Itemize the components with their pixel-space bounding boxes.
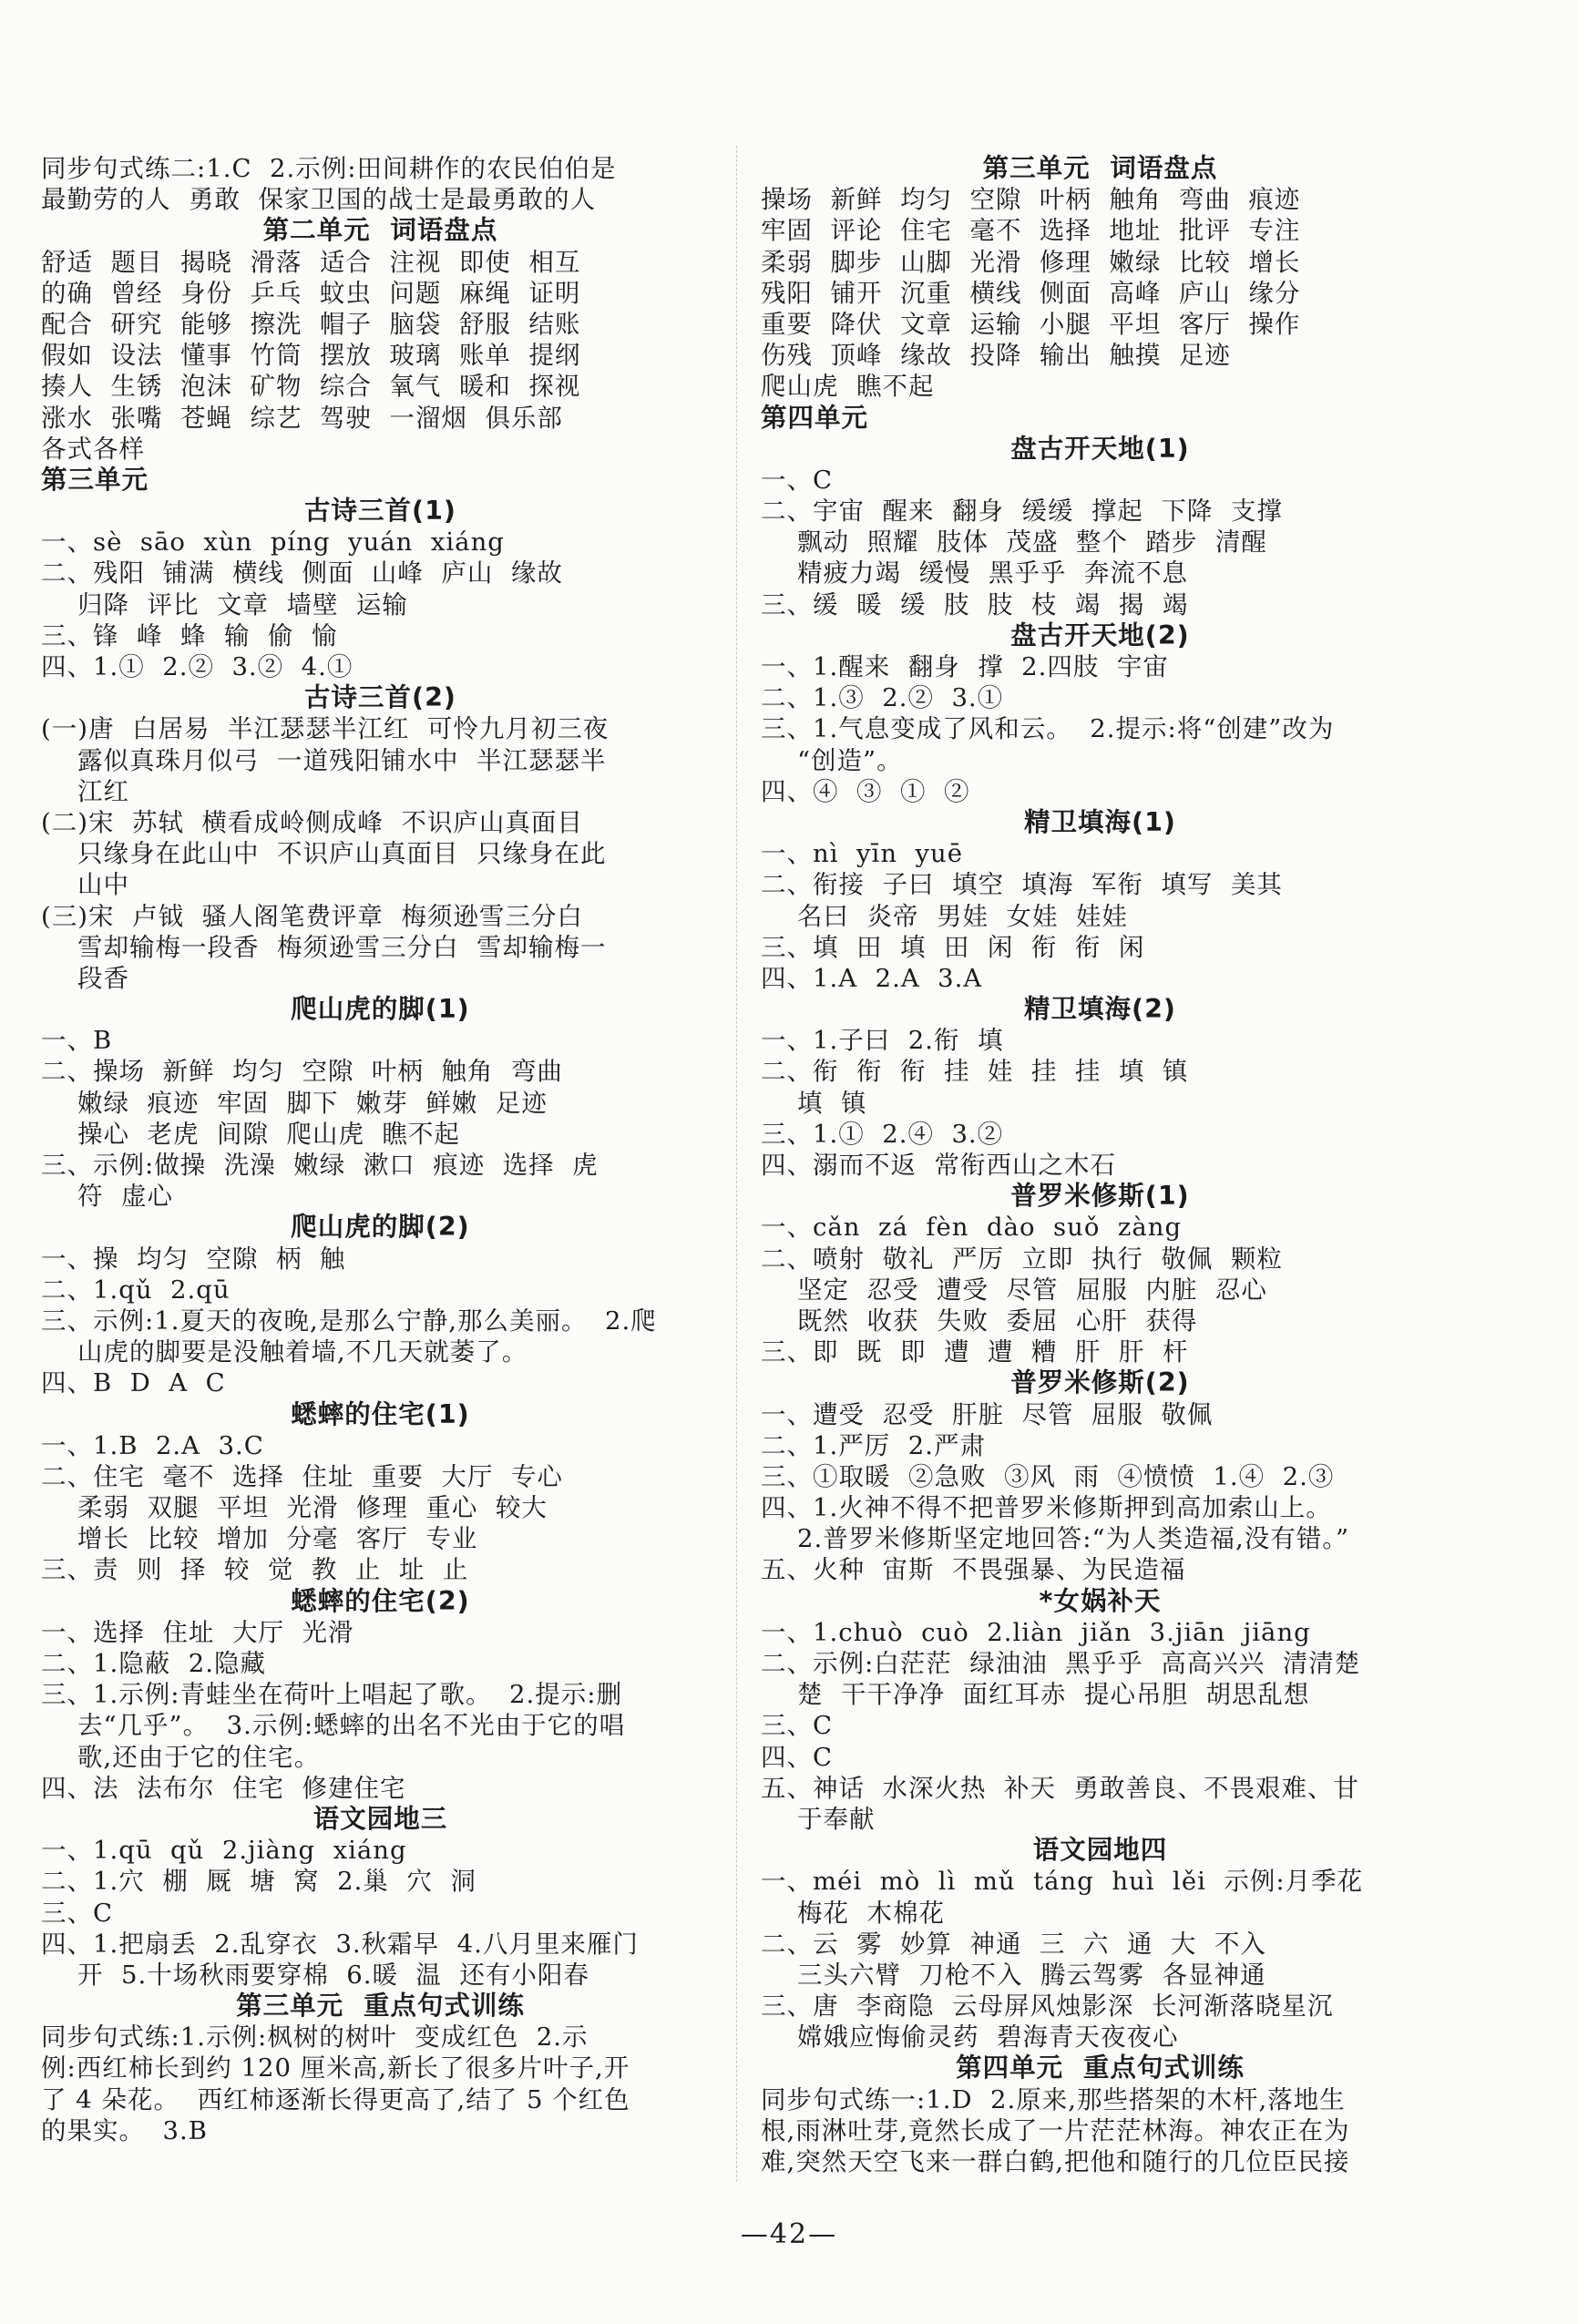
- answer-line: 五、神话 水深火热 补天 勇敢善良、不畏艰难、甘: [761, 1773, 1359, 1803]
- section-heading: 精卫填海(2): [1024, 994, 1176, 1025]
- section-heading: 爬山虎的脚(2): [291, 1212, 470, 1243]
- answer-line: 二、1.隐蔽 2.隐藏: [41, 1649, 266, 1678]
- answer-line: 梅花 木棉花: [797, 1898, 945, 1928]
- answer-line: 飘动 照耀 肢体 茂盛 整个 踏步 清醒: [797, 527, 1267, 558]
- answer-line: 于奉献: [797, 1804, 876, 1834]
- answer-line: 雪却输梅一段香 梅须逊雪三分白 雪却输梅一: [77, 932, 607, 962]
- answer-line: 二、1.严厉 2.严肃: [761, 1430, 986, 1460]
- answer-line: 一、B: [41, 1026, 113, 1056]
- answer-line: 二、宇宙 醒来 翻身 缓缓 撑起 下降 支撑: [761, 497, 1283, 527]
- answer-line: 归降 评比 文章 墙壁 运输: [77, 589, 408, 619]
- answer-line: 嫦娥应悔偷灵药 碧海青天夜夜心: [797, 2022, 1179, 2053]
- answer-line: 伤残 顶峰 缘故 投降 输出 触摸 足迹: [761, 341, 1231, 371]
- answer-line: 段香: [77, 963, 129, 993]
- section-heading: 蟋蟀的住宅(2): [291, 1585, 470, 1616]
- answer-line: 山虎的脚要是没触着墙,不几天就萎了。: [77, 1337, 528, 1367]
- answer-line: 歌,还由于它的住宅。: [77, 1742, 321, 1772]
- answer-line: 四、1.A 2.A 3.A: [761, 963, 983, 993]
- answer-line: 一、1.chuò cuò 2.liàn jiǎn 3.jiān jiāng: [761, 1617, 1311, 1647]
- answer-line: 牢固 评论 住宅 毫不 选择 地址 批评 专注: [761, 216, 1301, 246]
- answer-line: 重要 降伏 文章 运输 小腿 平坦 客厅 操作: [761, 309, 1301, 339]
- answer-line: 三、1.① 2.④ 3.②: [761, 1119, 1004, 1149]
- page-number: —42—: [740, 2218, 838, 2250]
- section-heading: 第二单元 词语盘点: [262, 215, 498, 246]
- answer-line: 柔弱 脚步 山脚 光滑 修理 嫩绿 比较 增长: [761, 247, 1301, 277]
- answer-line: 一、遭受 忍受 肝脏 尽管 屈服 敬佩: [761, 1399, 1214, 1429]
- answer-line: 爬山虎 瞧不起: [761, 372, 935, 402]
- answer-line: 三、C: [41, 1898, 114, 1928]
- answer-line: 露似真珠月似弓 一道残阳铺水中 半江瑟瑟半: [77, 745, 607, 775]
- section-heading: 第三单元 重点句式训练: [236, 1991, 525, 2022]
- answer-line: 二、衔 衔 衔 挂 娃 挂 挂 填 镇: [761, 1057, 1189, 1087]
- answer-line: 揍人 生锈 泡沫 矿物 综合 氧气 暖和 探视: [41, 372, 581, 402]
- section-heading: 精卫填海(1): [1024, 806, 1176, 837]
- answer-line: 三、责 则 择 较 觉 教 止 址 止: [41, 1555, 469, 1585]
- answer-line: 三、填 田 填 田 闲 衔 衔 闲: [761, 932, 1145, 962]
- answer-line: 四、法 法布尔 住宅 修建住宅: [41, 1773, 406, 1803]
- answer-line: 四、溺而不返 常衔西山之木石: [761, 1151, 1116, 1180]
- answer-line: 最勤劳的人 勇敢 保家卫国的战士是最勇敢的人: [41, 185, 596, 215]
- answer-line: 三、唐 李商隐 云母屏风烛影深 长河渐落晓星沉: [761, 1991, 1334, 2022]
- section-heading: 语文园地三: [313, 1803, 448, 1834]
- answer-line: 三、①取暖 ②急败 ③风 雨 ④愤愤 1.④ 2.③: [761, 1461, 1335, 1491]
- answer-line: 同步句式练二:1.C 2.示例:田间耕作的农民伯伯是: [41, 154, 617, 183]
- answer-line: 坚定 忍受 遭受 尽管 屈服 内脏 忍心: [797, 1275, 1267, 1305]
- answer-line: 符 虚心: [77, 1182, 173, 1212]
- section-heading: 第三单元 词语盘点: [982, 153, 1218, 183]
- answer-line: 一、C: [761, 465, 834, 495]
- answer-line: 二、喷射 敬礼 严厉 立即 执行 敬佩 颗粒: [761, 1244, 1283, 1274]
- answer-line: 一、sè sāo xùn píng yuán xiáng: [41, 527, 505, 558]
- answer-line: 山中: [77, 870, 129, 900]
- answer-line: 四、1.① 2.② 3.② 4.①: [41, 652, 354, 681]
- answer-line: 二、1.qǔ 2.qū: [41, 1275, 231, 1305]
- answer-line: 二、残阳 铺满 横线 侧面 山峰 庐山 缘故: [41, 558, 563, 589]
- answer-line: 江红: [77, 776, 129, 806]
- answer-line: 2.普罗米修斯坚定地回答:“为人类造福,没有错。”: [797, 1524, 1350, 1554]
- answer-line: 二、操场 新鲜 均匀 空隙 叶柄 触角 弯曲: [41, 1057, 563, 1087]
- answer-line: 一、1.子曰 2.衔 填: [761, 1026, 1004, 1056]
- answer-line: 二、示例:白茫茫 绿油油 黑乎乎 高高兴兴 清清楚: [761, 1649, 1361, 1678]
- answer-line: 同步句式练:1.示例:枫树的树叶 变成红色 2.示: [41, 2022, 589, 2053]
- section-heading: 古诗三首(2): [304, 682, 456, 713]
- answer-line: 的确 曾经 身份 乒乓 蚊虫 问题 麻绳 证明: [41, 278, 581, 308]
- section-heading: 蟋蟀的住宅(1): [291, 1398, 470, 1429]
- answer-line: 配合 研究 能够 擦洗 帽子 脑袋 舒服 结账: [41, 309, 581, 339]
- left-column: [41, 153, 720, 2146]
- answer-line: 四、④ ③ ① ②: [761, 776, 970, 806]
- section-heading: *女娲补天: [1039, 1585, 1162, 1616]
- answer-line: 三、示例:1.夏天的夜晚,是那么宁静,那么美丽。 2.爬: [41, 1305, 657, 1336]
- answer-line: “创造”。: [797, 745, 903, 775]
- answer-line: 残阳 铺开 沉重 横线 侧面 高峰 庐山 缘分: [761, 278, 1301, 308]
- answer-line: 四、B D A C: [41, 1368, 226, 1398]
- answer-line: 开 5.十场秋雨要穿棉 6.暖 温 还有小阳春: [77, 1960, 589, 1990]
- answer-line: 了 4 朵花。 西红柿逐渐长得更高了,结了 5 个红色: [41, 2084, 630, 2114]
- answer-line: 三头六臂 刀枪不入 腾云驾雾 各显神通: [797, 1960, 1266, 1990]
- answer-line: 各式各样: [41, 434, 145, 464]
- answer-line: 三、示例:做操 洗澡 嫩绿 漱口 痕迹 选择 虎: [41, 1151, 599, 1180]
- answer-line: 一、méi mò lì mǔ táng huì lěi 示例:月季花: [761, 1867, 1364, 1897]
- column-divider: [736, 146, 737, 2182]
- answer-line: (二)宋 苏轼 横看成岭侧成峰 不识庐山真面目: [41, 807, 583, 837]
- answer-line: 同步句式练一:1.D 2.原来,那些搭架的木杆,落地生: [761, 2084, 1346, 2114]
- answer-line: 二、云 雾 妙算 神通 三 六 通 大 不入: [761, 1929, 1266, 1959]
- answer-line: (一)唐 白居易 半江瑟瑟半江红 可怜九月初三夜: [41, 714, 610, 744]
- answer-line: 增长 比较 增加 分毫 客厅 专业: [77, 1524, 478, 1554]
- answer-line: 二、1.穴 棚 厩 塘 窝 2.巢 穴 洞: [41, 1867, 476, 1897]
- answer-line: 三、即 既 即 遭 遭 糟 肝 肝 杆: [761, 1337, 1189, 1367]
- answer-line: 三、1.气息变成了风和云。 2.提示:将“创建”改为: [761, 714, 1335, 744]
- answer-line: 三、C: [761, 1711, 834, 1741]
- section-heading: 爬山虎的脚(1): [291, 994, 470, 1025]
- answer-line: 精疲力竭 缓慢 黑乎乎 奔流不息: [797, 558, 1188, 589]
- answer-line: 一、操 均匀 空隙 柄 触: [41, 1244, 346, 1274]
- answer-line: 涨水 张嘴 苍蝇 综艺 驾驶 一溜烟 俱乐部: [41, 403, 563, 433]
- answer-line: 既然 收获 失败 委屈 心肝 获得: [797, 1305, 1198, 1336]
- answer-line: 操场 新鲜 均匀 空隙 叶柄 触角 弯曲 痕迹: [761, 185, 1301, 215]
- answer-line: (三)宋 卢钺 骚人阁笔费评章 梅须逊雪三分白: [41, 901, 583, 931]
- answer-line: 四、C: [761, 1742, 834, 1772]
- answer-line: 一、nì yīn yuē: [761, 839, 964, 869]
- answer-line: 假如 设法 懂事 竹筒 摆放 玻璃 账单 提纲: [41, 341, 581, 371]
- answer-line: 一、1.醒来 翻身 撑 2.四肢 宇宙: [761, 652, 1169, 681]
- unit-heading: 第三单元: [41, 464, 149, 495]
- answer-line: 一、1.qū qǔ 2.jiàng xiáng: [41, 1836, 407, 1866]
- answer-line: 名曰 炎帝 男娃 女娃 娃娃: [797, 901, 1128, 931]
- section-heading: 第四单元 重点句式训练: [956, 2053, 1245, 2083]
- answer-line: 三、缓 暖 缓 肢 肢 枝 竭 揭 竭: [761, 589, 1189, 619]
- answer-line: 柔弱 双腿 平坦 光滑 修理 重心 较大: [77, 1493, 548, 1523]
- right-column: [761, 153, 1440, 2177]
- answer-line: 三、锋 峰 蜂 输 偷 愉: [41, 620, 338, 650]
- answer-line: 的果实。 3.B: [41, 2115, 208, 2145]
- answer-line: 二、住宅 毫不 选择 住址 重要 大厅 专心: [41, 1461, 563, 1491]
- unit-heading: 第四单元: [761, 402, 869, 433]
- answer-line: 楚 干干净净 面红耳赤 提心吊胆 胡思乱想: [797, 1680, 1310, 1710]
- answer-line: 去“几乎”。 3.示例:蟋蟀的出名不光由于它的唱: [77, 1711, 626, 1741]
- section-heading: 普罗米修斯(2): [1010, 1367, 1190, 1398]
- answer-line: 例:西红柿长到约 120 厘米高,新长了很多片叶子,开: [41, 2053, 630, 2083]
- answer-line: 难,突然天空飞来一群白鹤,把他和随行的几位臣民接: [761, 2147, 1350, 2176]
- answer-line: 四、1.把扇丢 2.乱穿衣 3.秋霜早 4.八月里来雁门: [41, 1929, 639, 1959]
- answer-line: 根,雨淋吐芽,竟然长成了一片茫茫林海。神农正在为: [761, 2115, 1350, 2145]
- section-heading: 盘古开天地(2): [1010, 619, 1190, 650]
- answer-line: 二、1.③ 2.② 3.①: [761, 683, 1004, 713]
- section-heading: 盘古开天地(1): [1010, 433, 1190, 464]
- answer-line: 嫩绿 痕迹 牢固 脚下 嫩芽 鲜嫩 足迹: [77, 1088, 548, 1118]
- answer-line: 操心 老虎 间隙 爬山虎 瞧不起: [77, 1119, 460, 1149]
- section-heading: 古诗三首(1): [304, 496, 456, 527]
- section-heading: 语文园地四: [1032, 1835, 1168, 1866]
- answer-line: 一、cǎn zá fèn dào suǒ zàng: [761, 1213, 1183, 1243]
- answer-line: 一、选择 住址 大厅 光滑: [41, 1617, 354, 1647]
- answer-line: 五、火种 宙斯 不畏强暴、为民造福: [761, 1555, 1186, 1585]
- answer-line: 舒适 题目 揭晓 滑落 适合 注视 即使 相互: [41, 247, 581, 277]
- answer-line: 一、1.B 2.A 3.C: [41, 1430, 264, 1460]
- section-heading: 普罗米修斯(1): [1010, 1181, 1190, 1212]
- answer-line: 填 镇: [797, 1088, 867, 1118]
- answer-line: 四、1.火神不得不把普罗米修斯押到高加索山上。: [761, 1493, 1332, 1523]
- answer-line: 二、衔接 子曰 填空 填海 军衔 填写 美其: [761, 870, 1283, 900]
- answer-line: 只缘身在此山中 不识庐山真面目 只缘身在此: [77, 839, 607, 869]
- answer-line: 三、1.示例:青蛙坐在荷叶上唱起了歌。 2.提示:删: [41, 1680, 622, 1710]
